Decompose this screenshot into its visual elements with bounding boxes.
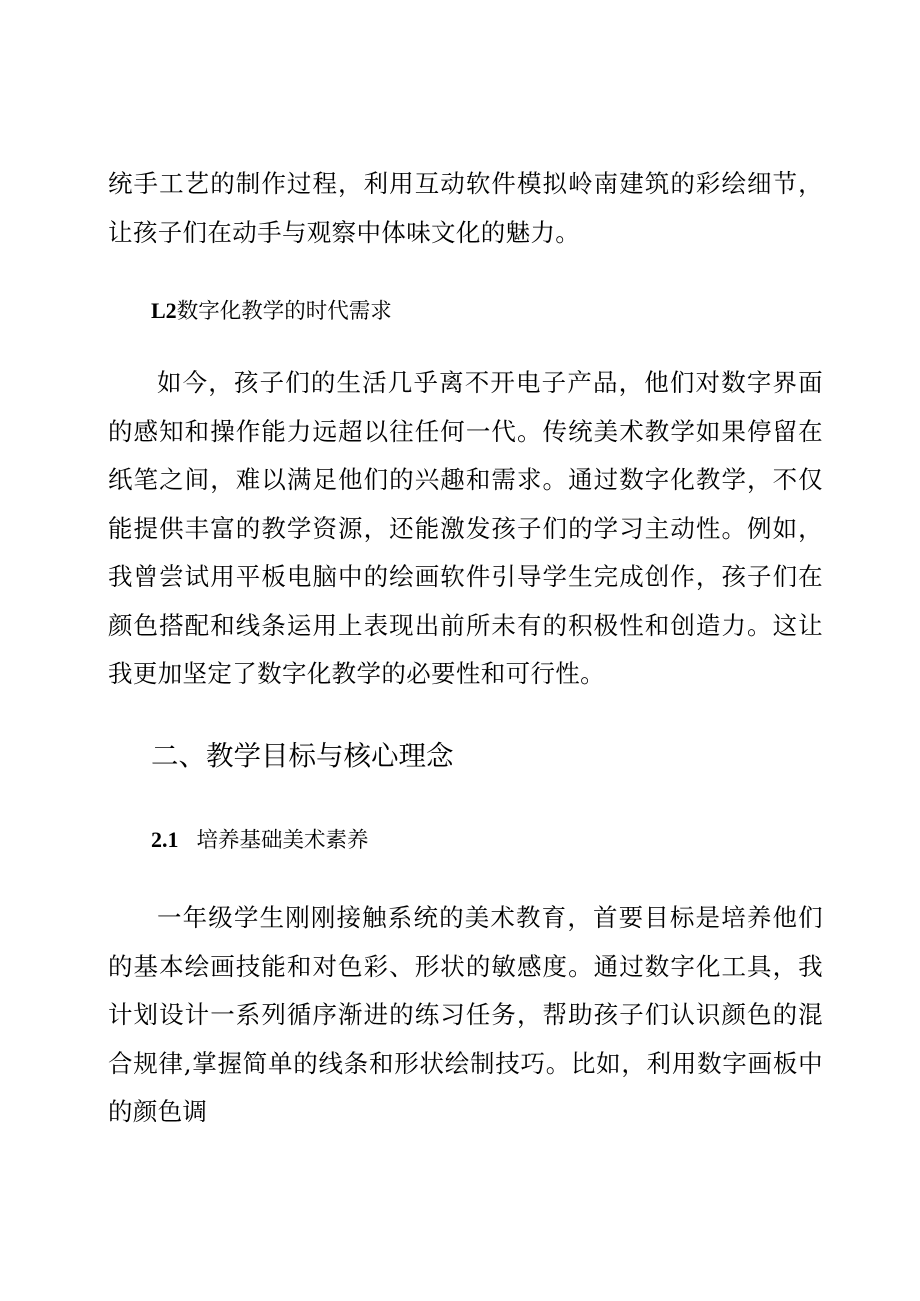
body-paragraph-digital-needs: 如今，孩子们的生活几乎离不开电子产品，他们对数字界面的感知和操作能力远超以往任何一代。传统美术教学如果停留在纸笔之间，难以满足他们的兴趣和需求。通过数字化教学，不仅能提供丰富的教学资源，还能激发孩子们的学习主动性。例如，我曾尝试用平板电脑中的绘画软件引导学生完成创作，孩子们在颜色搭配和线条运用上表现出前所未有的积极性和创造力。这让我更加坚定了数字化教学的必要性和可行性。	[108, 368, 823, 688]
section-heading-title: 培养基础美术素养	[196, 828, 369, 853]
section-heading-2-1	[151, 825, 369, 856]
chapter-heading: 二、教学目标与核心理念	[151, 740, 454, 772]
section-heading-title: 数字化教学的时代需求	[176, 299, 392, 324]
section-heading-number: 2.1	[151, 827, 179, 852]
body-paragraph-art-literacy: 一年级学生刚刚接触系统的美术教育，首要目标是培养他们的基本绘画技能和对色彩、形状的敏感度。通过数字化工具，我计划设计一系列循序渐进的练习任务，帮助孩子们认识颜色的混合规律,掌握简单的线条和形状绘制技巧。比如，利用数字画板中的颜色调	[108, 903, 823, 1126]
intro-paragraph: 统手工艺的制作过程，利用互动软件模拟岭南建筑的彩绘细节，让孩子们在动手与观察中体味文化的魅力。	[108, 169, 823, 247]
section-heading-1-2	[151, 296, 392, 327]
section-heading-number: L2	[151, 298, 177, 323]
